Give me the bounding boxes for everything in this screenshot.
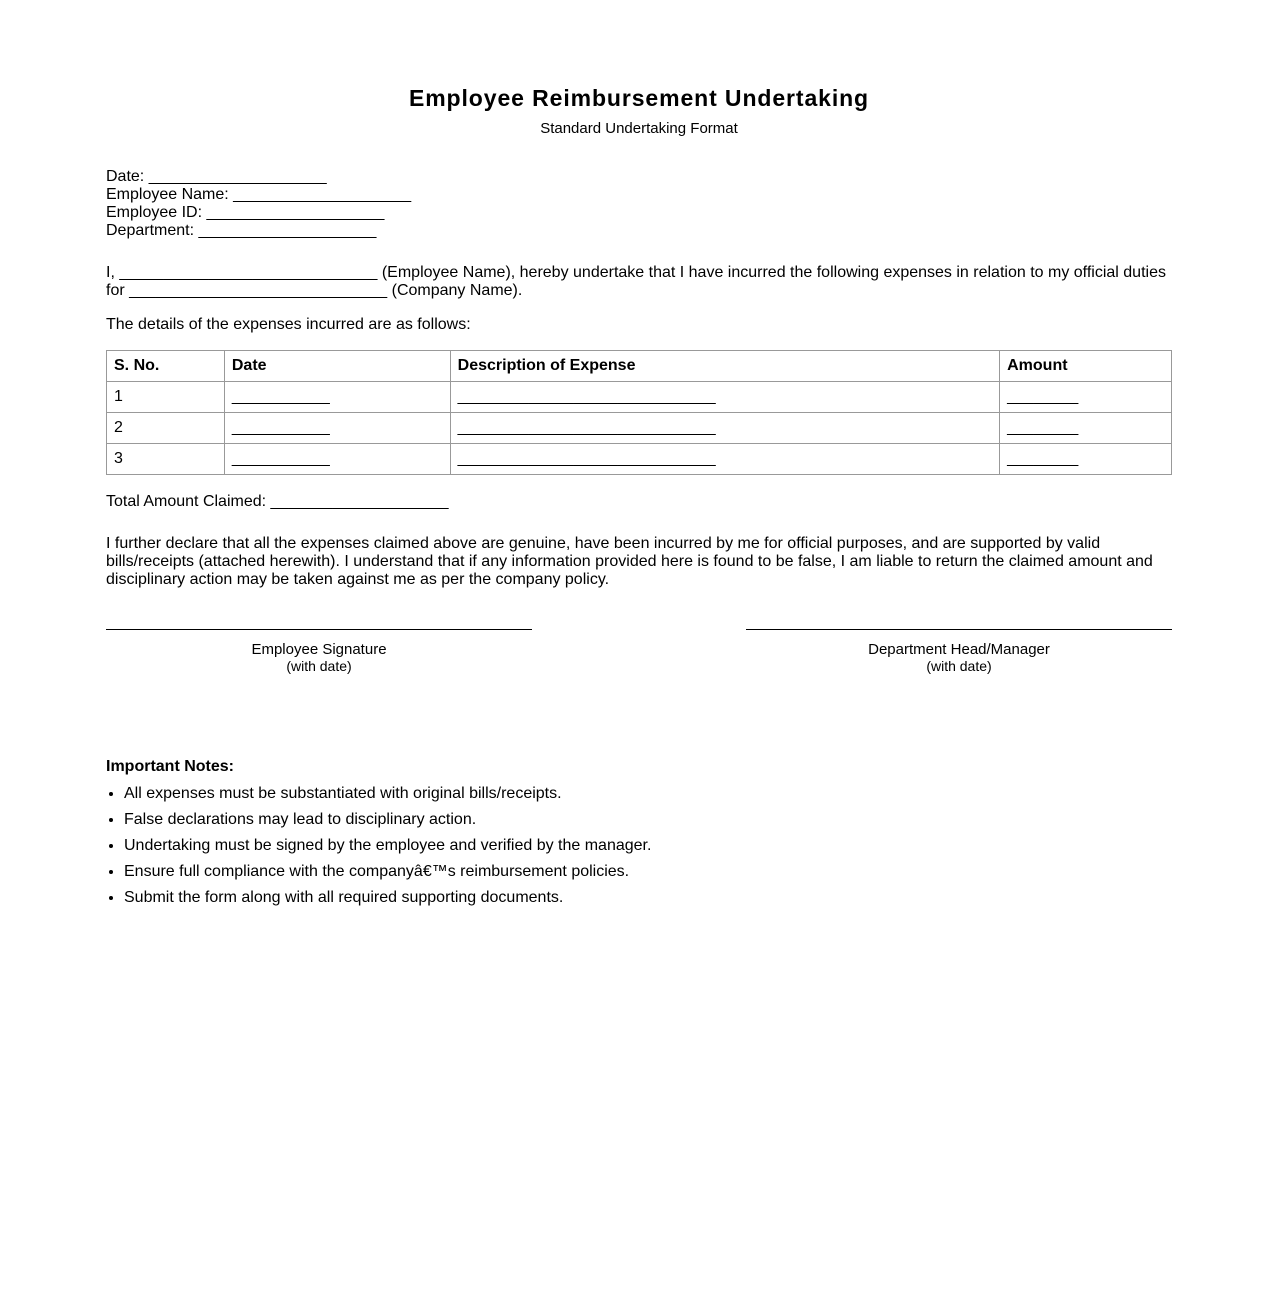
list-item: • False declarations may lead to disciplinary action. [124, 811, 651, 837]
cell-date: ___________ [224, 413, 450, 444]
table-row [107, 382, 1172, 413]
employee-signature-label: Employee Signature [251, 641, 387, 658]
cell-description: _____________________________ [450, 444, 999, 475]
table-row [107, 413, 1172, 444]
cell-serial-no: 1 [107, 382, 225, 413]
cell-amount: ________ [1000, 382, 1172, 413]
document-subtitle: Standard Undertaking Format [540, 120, 738, 137]
declaration-paragraph: I, _____________________________ (Employee Name), hereby undertake that I have incurred the following expenses in relation to my official duties for _____________________________ (Company Name). [106, 264, 1166, 299]
document-title: Employee Reimbursement Undertaking [408, 85, 870, 111]
manager-signature-label: Department Head/Manager [868, 641, 1050, 658]
details-intro: The details of the expenses incurred are as follows: [106, 316, 471, 333]
list-item: • All expenses must be substantiated with original bills/receipts. [124, 785, 651, 811]
header-amount: Amount [1000, 351, 1172, 382]
table-row [107, 444, 1172, 475]
date-field: Date: ____________________ [106, 168, 327, 185]
list-item: • Submit the form along with all required supporting documents. [124, 889, 651, 915]
cell-description: _____________________________ [450, 382, 999, 413]
header-fields [106, 168, 411, 240]
cell-date: ___________ [224, 444, 450, 475]
employee-signature-block [106, 629, 532, 674]
important-notes-list [106, 785, 651, 915]
cell-serial-no: 2 [107, 413, 225, 444]
total-amount-claimed: Total Amount Claimed: ____________________ [106, 493, 449, 510]
cell-amount: ________ [1000, 413, 1172, 444]
header-date: Date [224, 351, 450, 382]
expenses-table [106, 350, 1172, 475]
cell-amount: ________ [1000, 444, 1172, 475]
manager-signature-block [746, 629, 1172, 674]
table-header-row [107, 351, 1172, 382]
cell-date: ___________ [224, 382, 450, 413]
cell-serial-no: 3 [107, 444, 225, 475]
further-declaration-paragraph: I further declare that all the expenses claimed above are genuine, have been incurred by me for official purposes, and are supported by valid bills/receipts (attached herewith). I understand that if any information provided here is found to be false, I am liable to return the claimed amount and disciplinary action may be taken against me as per the company policy. [106, 535, 1153, 588]
list-item: • Undertaking must be signed by the employee and verified by the manager. [124, 837, 651, 863]
department-field: Department: ____________________ [106, 222, 377, 239]
manager-signature-date-note: (with date) [926, 658, 992, 674]
employee-id-field: Employee ID: ____________________ [106, 204, 385, 221]
important-notes-heading: Important Notes: [106, 758, 234, 775]
cell-description: _____________________________ [450, 413, 999, 444]
list-item: • Ensure full compliance with the companyâ€™s reimbursement policies. [124, 863, 651, 889]
employee-name-field: Employee Name: ____________________ [106, 186, 412, 203]
employee-signature-date-note: (with date) [286, 658, 352, 674]
header-description: Description of Expense [450, 351, 999, 382]
header-serial-no: S. No. [107, 351, 225, 382]
